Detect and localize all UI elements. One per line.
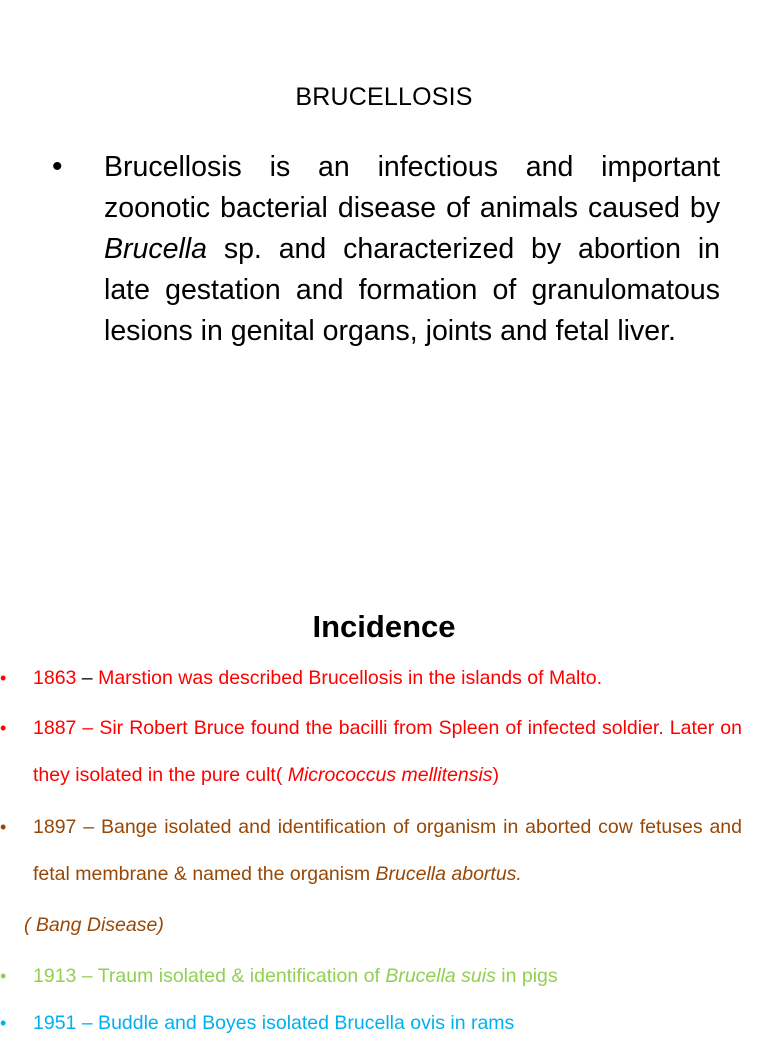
bullet-marker: • <box>52 150 63 183</box>
incidence-text-end: in pigs <box>495 965 558 987</box>
incidence-text: Marstion was described Brucellosis in the islands of Malto. <box>98 667 603 689</box>
incidence-dash: – <box>76 667 99 689</box>
incidence-text: 1951 – Buddle and Boyes isolated Brucella ovis in rams <box>33 1012 515 1034</box>
definition-text-a: Brucellosis is an infectious and important zoonotic bacterial disease of animals caused by <box>104 151 720 224</box>
incidence-text: Sir Robert Bruce found the bacilli from Spleen of infected soldier. Later on they isolated in the pure cult( <box>33 717 742 786</box>
incidence-organism: Micrococcus mellitensis <box>287 764 493 786</box>
incidence-dash: – <box>76 816 101 838</box>
incidence-dash: – <box>76 965 98 987</box>
bullet-marker: • <box>0 1013 7 1033</box>
bullet-marker: • <box>0 718 7 738</box>
incidence-organism: Brucella abortus. <box>375 863 522 885</box>
slide-incidence <box>0 580 768 1034</box>
definition-genus: Brucella <box>104 233 207 265</box>
definition-text-b: sp. and characterized by abortion in late gestation and formation of granulomatous lesions in genital organs, joints and fetal liver. <box>104 233 720 347</box>
incidence-text-end: ) <box>492 764 500 786</box>
incidence-organism: Brucella suis <box>385 965 496 987</box>
slide-title: BRUCELLOSIS <box>295 83 473 111</box>
incidence-dash: – <box>76 717 100 739</box>
incidence-year: 1897 <box>33 816 77 838</box>
incidence-year: 1887 <box>33 717 77 739</box>
bullet-marker: • <box>0 966 7 986</box>
incidence-year: 1863 <box>33 667 77 689</box>
incidence-title: Incidence <box>312 609 456 644</box>
incidence-text: Traum isolated & identification of <box>97 965 386 987</box>
bullet-marker: • <box>0 817 7 837</box>
bang-disease-note: ( Bang Disease) <box>24 914 164 936</box>
incidence-text: Bange isolated and identification of organism in aborted cow fetuses and fetal membrane & named the organism <box>33 816 742 885</box>
bullet-marker: • <box>0 668 7 688</box>
definition-paragraph <box>104 147 720 352</box>
slide-brucellosis <box>0 0 768 520</box>
incidence-year: 1913 <box>33 965 77 987</box>
